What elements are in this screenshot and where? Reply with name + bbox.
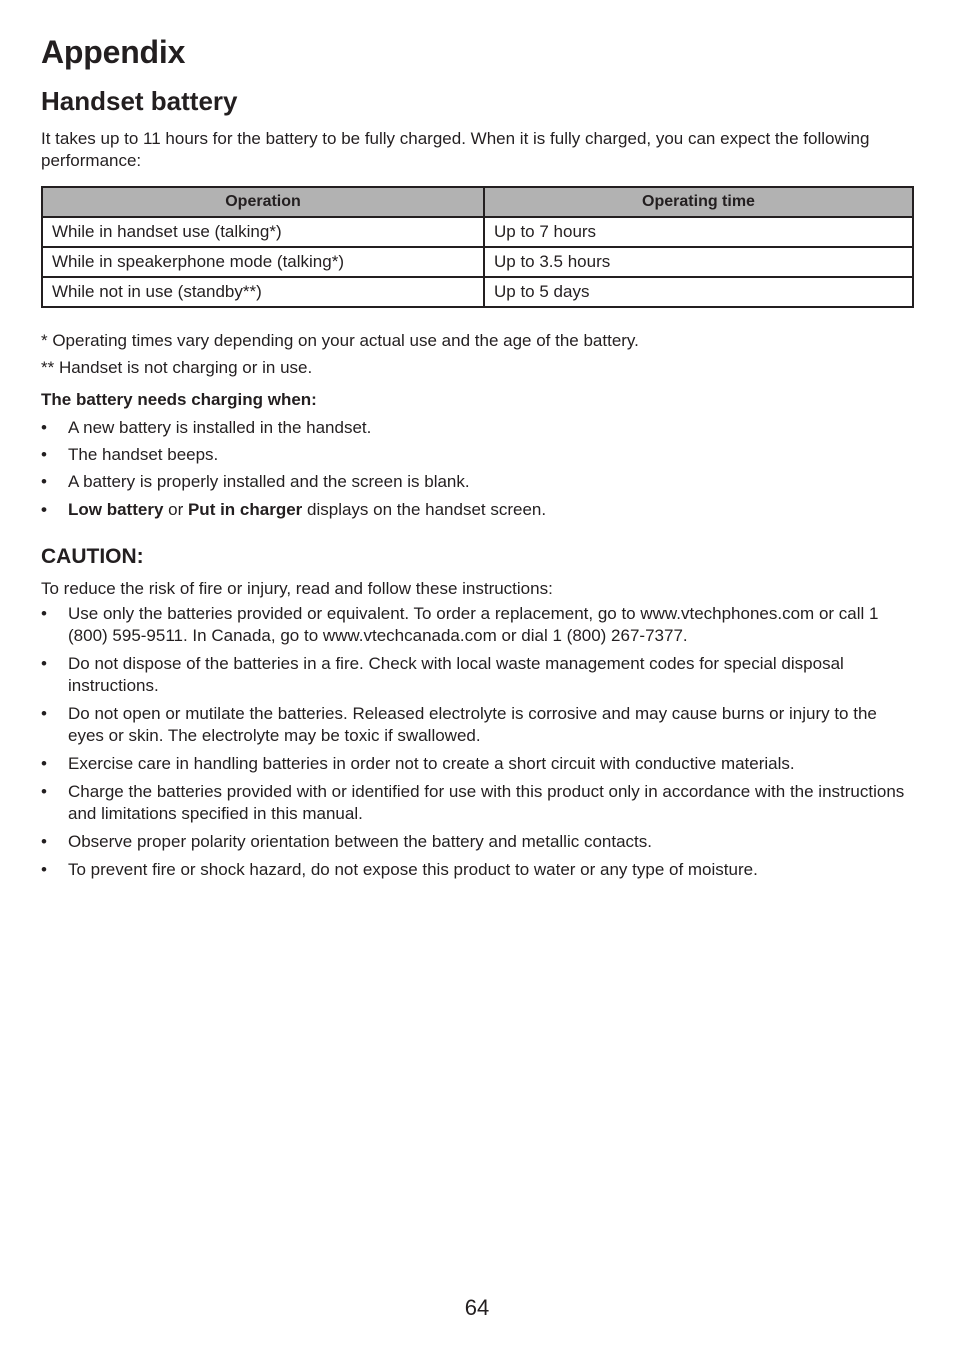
bullet-icon: •: [41, 704, 47, 723]
list-item-text: A new battery is installed in the handset.: [68, 418, 372, 437]
put-in-charger-label: Put in charger: [187, 500, 303, 519]
charging-list: [41, 417, 914, 521]
table-cell: Up to 7 hours: [484, 217, 913, 247]
list-item-text: Charge the batteries provided with or identified for use with this product only in accordance with the instructions and limitations specified in this manual.: [68, 782, 905, 823]
table-row: [42, 217, 913, 247]
list-item: [41, 753, 914, 775]
table-cell: Up to 3.5 hours: [484, 247, 913, 277]
list-item-text: displays on the handset screen.: [302, 500, 547, 519]
list-item: [41, 444, 914, 466]
list-item-text: Do not dispose of the batteries in a fire. Check with local waste management codes for special disposal instructions.: [68, 654, 844, 695]
footnote-operating-times: * Operating times vary depending on your actual use and the age of the battery.: [41, 331, 639, 350]
list-item: [41, 831, 914, 853]
list-item: [41, 603, 914, 647]
intro-paragraph: It takes up to 11 hours for the battery to be fully charged. When it is fully charged, you can expect the following performance:: [41, 129, 870, 170]
list-item: [41, 781, 914, 825]
bullet-icon: •: [41, 654, 47, 673]
charging-subheading: The battery needs charging when:: [41, 390, 317, 409]
list-item-text: Observe proper polarity orientation between the battery and metallic contacts.: [68, 832, 652, 851]
table-cell: Up to 5 days: [484, 277, 913, 307]
list-item: [41, 703, 914, 747]
bullet-icon: •: [41, 832, 47, 851]
list-item: [41, 653, 914, 697]
bullet-icon: •: [41, 604, 47, 623]
list-item-text: or: [163, 500, 188, 519]
list-item: [41, 859, 914, 881]
bullet-icon: •: [41, 445, 47, 464]
list-item: [41, 417, 914, 439]
footnote-standby: ** Handset is not charging or in use.: [41, 358, 313, 377]
table-row: [42, 247, 913, 277]
bullet-icon: •: [41, 472, 47, 491]
list-item-text: A battery is properly installed and the screen is blank.: [68, 472, 470, 491]
bullet-icon: •: [41, 754, 47, 773]
list-item: [41, 471, 914, 493]
list-item-text: The handset beeps.: [68, 445, 219, 464]
page-heading: Appendix: [41, 34, 186, 70]
list-item-text: To prevent fire or shock hazard, do not expose this product to water or any type of moisture.: [68, 860, 758, 879]
bullet-icon: •: [41, 418, 47, 437]
list-item-text: Use only the batteries provided or equivalent. To order a replacement, go to www.vtechphones.com or call 1 (800) 595-9511. In Canada, go to www.vtechcanada.com or dial 1 (800) 267-7377.: [68, 604, 879, 645]
table-cell: While in speakerphone mode (talking*): [42, 247, 484, 277]
table-row: [42, 277, 913, 307]
low-battery-label: Low battery: [68, 500, 164, 519]
caution-heading: CAUTION:: [41, 545, 144, 568]
bullet-icon: •: [41, 860, 47, 879]
table-header-row: [42, 187, 913, 217]
caution-list: [41, 603, 914, 881]
battery-performance-table: [41, 186, 914, 308]
list-item-text: Exercise care in handling batteries in order not to create a short circuit with conductive materials.: [68, 754, 795, 773]
page-number: 64: [464, 1295, 490, 1320]
list-item-text: Do not open or mutilate the batteries. Released electrolyte is corrosive and may cause burns or injury to the eyes or skin. The electrolyte may be toxic if swallowed.: [68, 704, 877, 745]
section-title: Handset battery: [41, 86, 238, 116]
list-item: [41, 499, 914, 521]
table-cell: While not in use (standby**): [42, 277, 484, 307]
table-cell: While in handset use (talking*): [42, 217, 484, 247]
caution-intro: To reduce the risk of fire or injury, read and follow these instructions:: [41, 579, 553, 598]
column-header-operation: Operation: [42, 187, 484, 217]
bullet-icon: •: [41, 500, 47, 519]
column-header-operating-time: Operating time: [484, 187, 913, 217]
bullet-icon: •: [41, 782, 47, 801]
